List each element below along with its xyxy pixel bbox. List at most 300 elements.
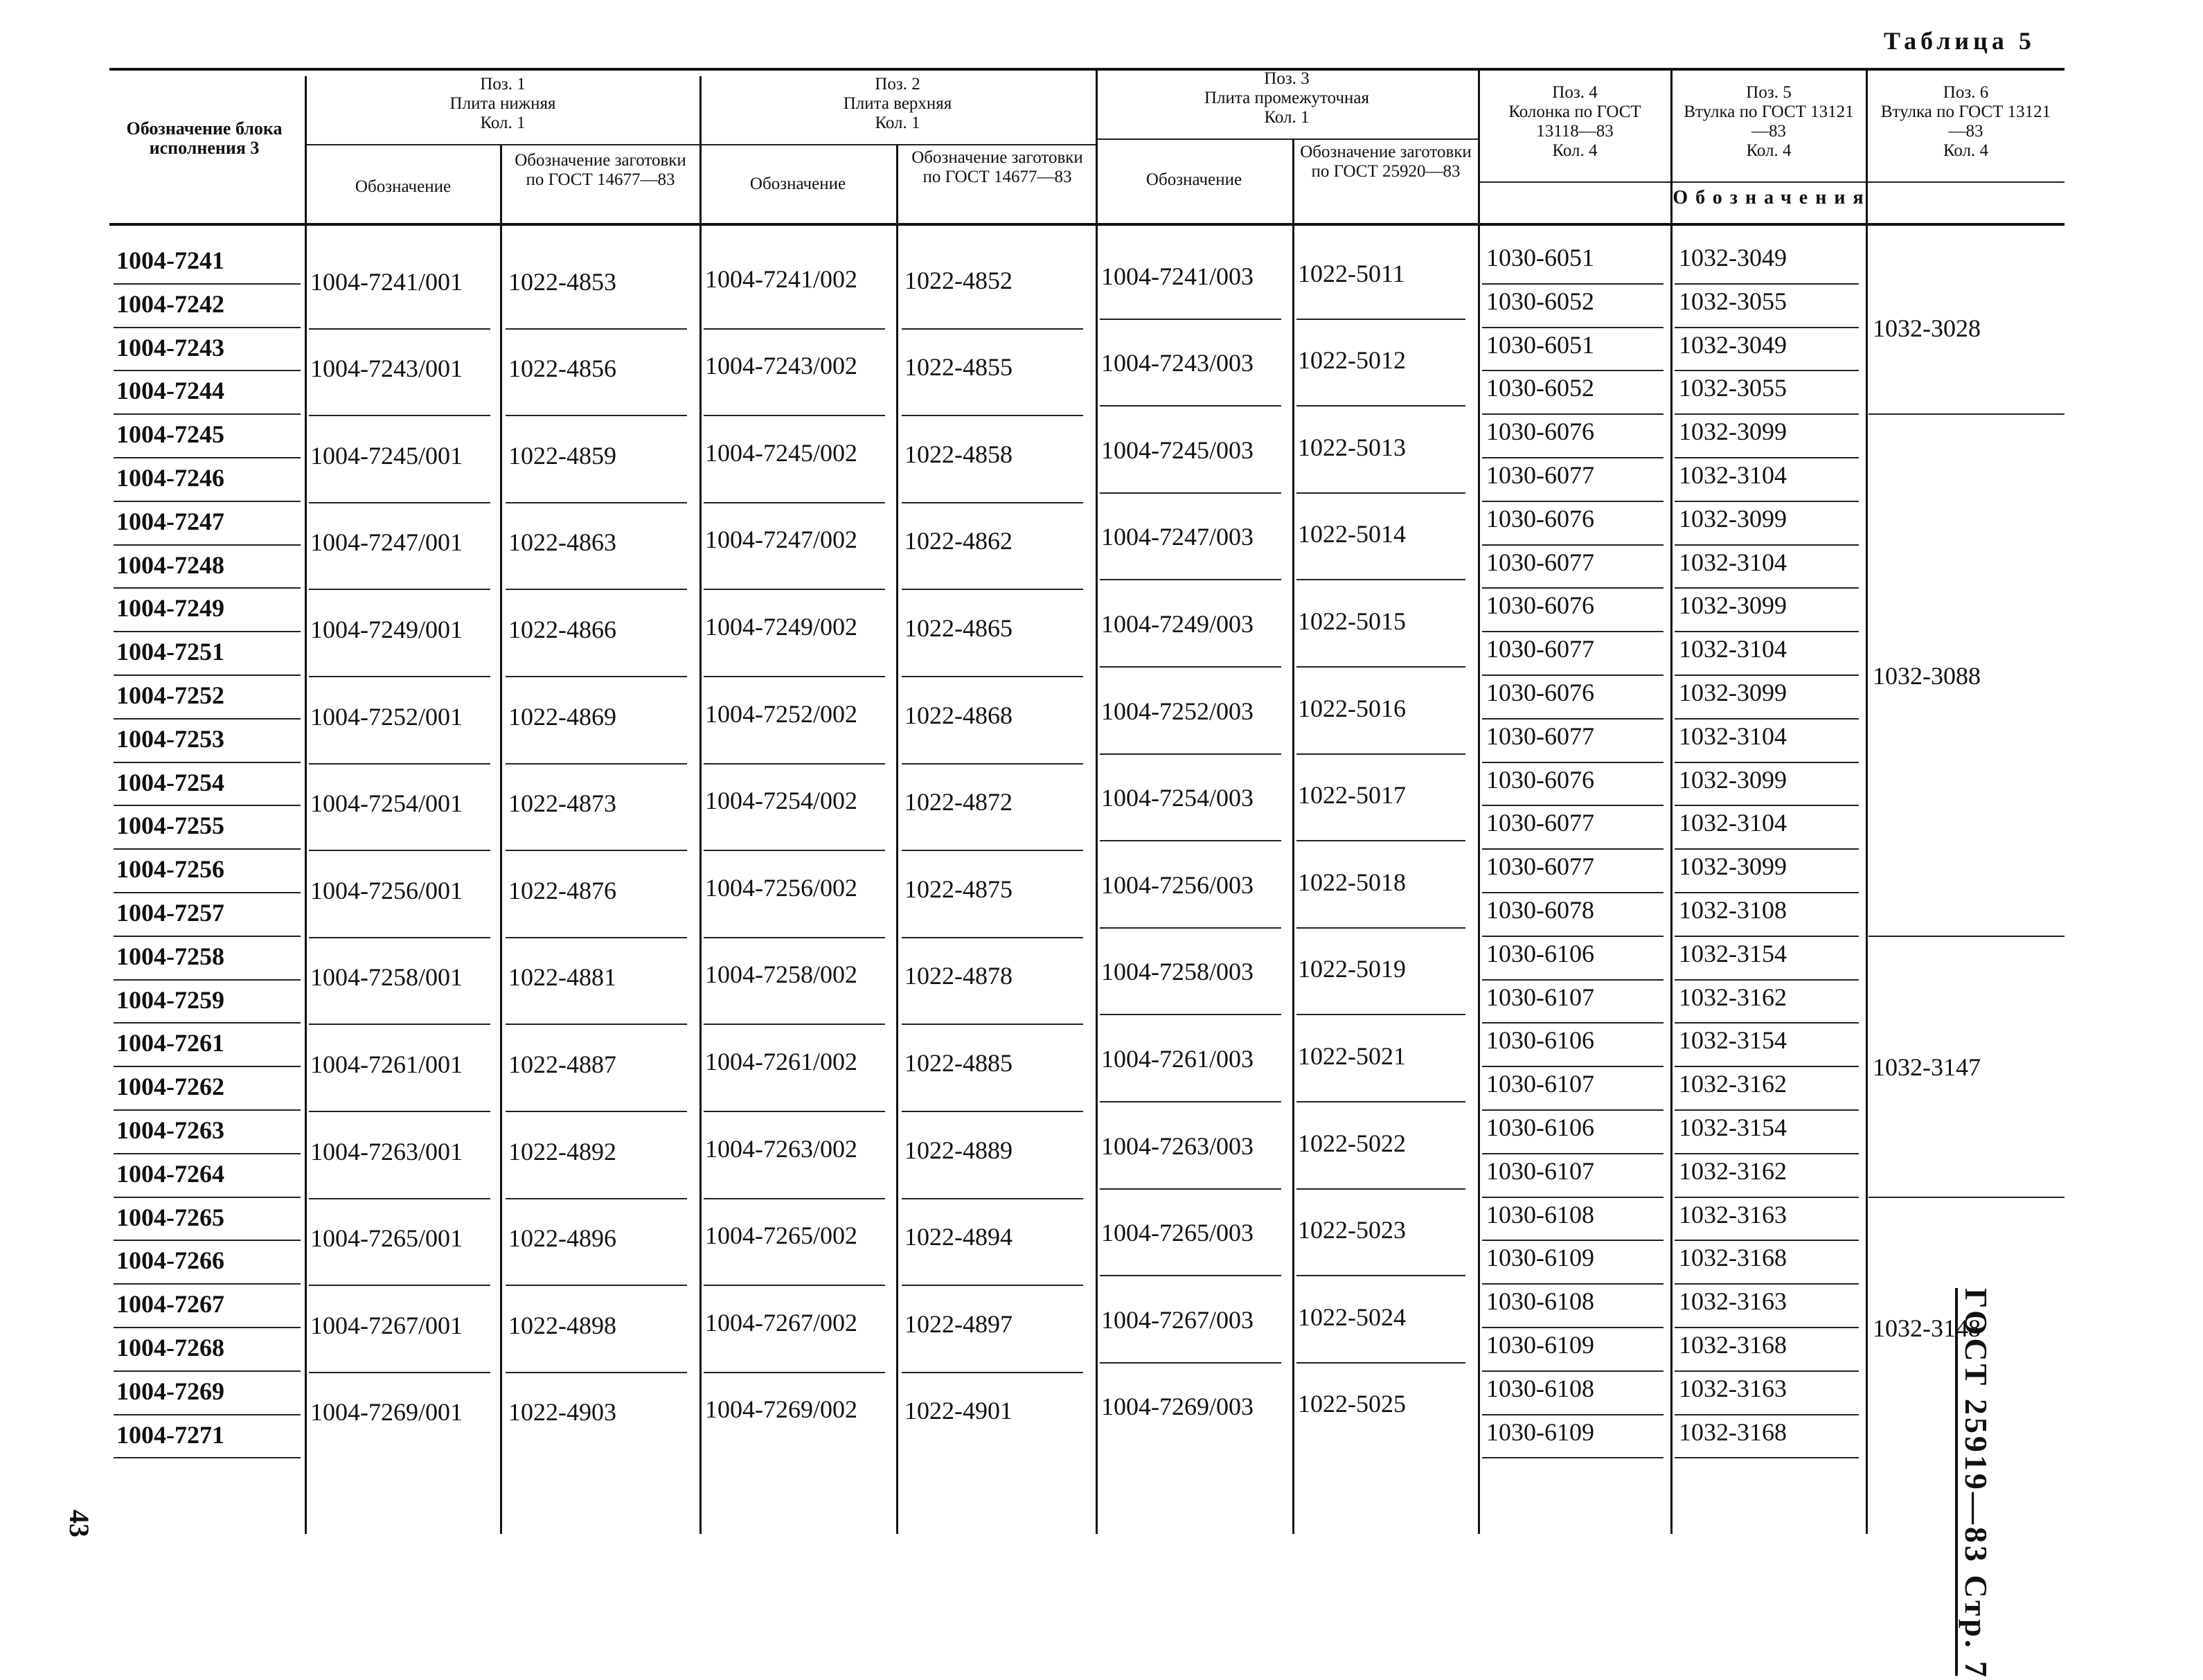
row-rule-p4	[1482, 327, 1664, 328]
row-rule	[114, 457, 301, 458]
pair-rule-p3b	[1296, 1101, 1465, 1102]
pair-rule-p2	[704, 1024, 885, 1025]
pair-rule-p2	[704, 850, 885, 851]
pos3-designation: 1004-7269/003	[1101, 1393, 1254, 1421]
pair-rule-p1b	[506, 1198, 687, 1199]
row-rule-p4	[1482, 1457, 1664, 1458]
row-rule-p5	[1675, 1327, 1859, 1328]
row-rule-p4	[1482, 1066, 1664, 1067]
pos3-designation: 1004-7267/003	[1101, 1305, 1254, 1334]
row-rule-p5	[1675, 1283, 1859, 1285]
block-id: 1004-7271	[116, 1420, 224, 1449]
pos4-value: 1030-6077	[1486, 809, 1594, 837]
block-id: 1004-7252	[116, 681, 224, 709]
row-rule-p5	[1675, 892, 1859, 893]
pair-rule-p1	[309, 589, 490, 590]
row-rule	[114, 1022, 301, 1024]
pair-rule-p2b	[902, 415, 1083, 416]
pos4-value: 1030-6076	[1486, 679, 1594, 706]
block-id: 1004-7264	[116, 1159, 224, 1188]
row-rule-p5	[1675, 631, 1859, 632]
row-rule-p5	[1675, 762, 1859, 763]
pos2-blank: 1022-4894	[904, 1223, 1013, 1251]
block-id: 1004-7255	[116, 812, 224, 840]
row-rule	[114, 762, 301, 763]
pos2-blank: 1022-4858	[904, 440, 1013, 468]
block-id: 1004-7253	[116, 724, 224, 753]
pos3-designation: 1004-7265/003	[1101, 1219, 1254, 1247]
row-rule-p4	[1482, 501, 1664, 502]
pos3-designation: 1004-7252/003	[1101, 697, 1254, 725]
row-rule-p5	[1675, 1197, 1859, 1198]
row-rule	[114, 1283, 301, 1285]
pair-rule-p1b	[506, 1372, 687, 1373]
pos1-designation: 1004-7263/001	[310, 1137, 463, 1165]
pair-rule-p3	[1100, 1101, 1281, 1102]
block-id: 1004-7242	[116, 289, 224, 318]
pos4-value: 1030-6051	[1486, 244, 1594, 271]
pos5-value: 1032-3163	[1679, 1374, 1787, 1402]
pos3-blank: 1022-5017	[1298, 781, 1406, 810]
pos1-designation: 1004-7258/001	[310, 963, 463, 992]
pair-rule-p1	[309, 850, 490, 851]
pos4-value: 1030-6109	[1486, 1244, 1594, 1272]
pos2-blank: 1022-4852	[904, 266, 1013, 294]
pos1-designation: 1004-7245/001	[310, 441, 463, 470]
pair-rule-p2	[704, 763, 885, 765]
header-pos1-name: Плита нижняя	[449, 94, 556, 113]
pair-rule-p3	[1100, 579, 1281, 580]
pos1-designation: 1004-7241/001	[310, 267, 463, 296]
page-number: 43	[64, 1510, 95, 1537]
row-rule-p5	[1675, 283, 1859, 285]
pair-rule-p1	[309, 763, 490, 765]
pos4-value: 1030-6076	[1486, 765, 1594, 794]
pos4-value: 1030-6051	[1486, 330, 1594, 359]
pos3-designation: 1004-7254/003	[1101, 784, 1254, 812]
pos2-designation: 1004-7249/002	[705, 612, 857, 641]
pair-rule-p3b	[1296, 319, 1465, 320]
pair-rule-p2	[704, 1285, 885, 1286]
pos1-designation: 1004-7249/001	[310, 615, 463, 643]
pos2-designation: 1004-7265/002	[705, 1222, 857, 1250]
pair-rule-p1	[309, 502, 490, 503]
header-pos1-qty: Кол. 1	[480, 114, 526, 132]
header-pos3-sub2: Обозначение заготовки по ГОСТ 25920—83	[1300, 143, 1472, 181]
row-rule	[114, 1327, 301, 1328]
block-id: 1004-7244	[116, 377, 224, 405]
pos1-blank: 1022-4869	[508, 702, 616, 731]
row-rule-p5	[1675, 544, 1859, 546]
pos4-value: 1030-6106	[1486, 1026, 1594, 1055]
row-rule-p4	[1482, 762, 1664, 763]
row-rule	[114, 413, 301, 415]
pair-rule-p2	[704, 502, 885, 503]
header-rule-p1	[306, 144, 699, 145]
pos4-value: 1030-6109	[1486, 1331, 1594, 1359]
pos3-blank: 1022-5021	[1298, 1042, 1406, 1070]
pos1-blank: 1022-4896	[508, 1224, 616, 1253]
block-id: 1004-7248	[116, 551, 224, 579]
side-caption: ГОСТ 25919—83 Стр. 7	[1955, 1288, 1995, 1676]
pos5-value: 1032-3162	[1679, 983, 1787, 1011]
block-id: 1004-7267	[116, 1290, 224, 1319]
pair-rule-p1b	[506, 1285, 687, 1286]
pos2-designation: 1004-7243/002	[705, 352, 857, 380]
row-rule-p4	[1482, 1327, 1664, 1328]
row-rule	[114, 1240, 301, 1241]
pair-rule-p1b	[506, 676, 687, 677]
pos2-blank: 1022-4885	[904, 1048, 1013, 1077]
header-pos6-title: Поз. 6	[1943, 83, 1989, 102]
row-rule-p4	[1482, 457, 1664, 458]
pos2-designation: 1004-7258/002	[705, 960, 857, 989]
pair-rule-p3	[1100, 666, 1281, 668]
row-rule-p5	[1675, 370, 1859, 371]
pos3-blank: 1022-5024	[1298, 1303, 1406, 1331]
block-id: 1004-7258	[116, 942, 224, 970]
pair-rule-p1b	[506, 589, 687, 590]
pos5-value: 1032-3104	[1679, 722, 1787, 750]
block-id: 1004-7261	[116, 1029, 224, 1057]
row-rule-p4	[1482, 1022, 1664, 1024]
row-rule-p5	[1675, 848, 1859, 850]
pos3-blank: 1022-5022	[1298, 1129, 1406, 1157]
row-rule	[114, 501, 301, 502]
pair-rule-p2b	[902, 502, 1083, 503]
pair-rule-p2b	[902, 589, 1083, 590]
header-pos4-qty: Кол. 4	[1552, 141, 1598, 160]
pair-rule-p3b	[1296, 666, 1465, 668]
pos1-designation: 1004-7243/001	[310, 355, 463, 383]
pos5-value: 1032-3162	[1679, 1156, 1787, 1185]
pos2-blank: 1022-4875	[904, 875, 1013, 903]
row-rule	[114, 1414, 301, 1415]
row-rule-p4	[1482, 1283, 1664, 1285]
pos4-value: 1030-6107	[1486, 1070, 1594, 1098]
pos5-value: 1032-3055	[1679, 374, 1787, 402]
block-id: 1004-7269	[116, 1377, 224, 1405]
row-rule	[114, 587, 301, 589]
row-rule-p4	[1482, 805, 1664, 806]
header-rule-p3	[1096, 138, 1478, 140]
vline-1	[305, 76, 307, 1534]
block-id: 1004-7246	[116, 464, 224, 492]
pair-rule-p3b	[1296, 753, 1465, 755]
pos3-designation: 1004-7245/003	[1101, 436, 1254, 464]
header-pos1-sub2: Обозначение заготовки по ГОСТ 14677—83	[515, 151, 686, 189]
pos1-blank: 1022-4892	[508, 1137, 616, 1165]
block-id: 1004-7265	[116, 1203, 224, 1231]
pos1-designation: 1004-7247/001	[310, 528, 463, 557]
pos2-blank: 1022-4862	[904, 527, 1013, 555]
header-rule-p456	[1478, 181, 2064, 183]
pos2-designation: 1004-7245/002	[705, 438, 857, 467]
pair-rule-p3b	[1296, 1014, 1465, 1015]
pair-rule-p2	[704, 937, 885, 938]
pair-rule-p1b	[506, 763, 687, 765]
pos6-value: 1032-3148	[1873, 1314, 1981, 1342]
pair-rule-p2b	[902, 1024, 1083, 1025]
pos6-group-rule	[1868, 936, 2064, 937]
row-rule-p4	[1482, 1109, 1664, 1111]
pair-rule-p2b	[902, 850, 1083, 851]
pair-rule-p2	[704, 1111, 885, 1112]
row-rule-p5	[1675, 936, 1859, 937]
pos6-group-rule	[1868, 413, 2064, 415]
row-rule-p5	[1675, 1066, 1859, 1067]
row-rule	[114, 718, 301, 720]
pos1-blank: 1022-4866	[508, 615, 616, 643]
pos5-value: 1032-3104	[1679, 809, 1787, 837]
pos2-blank: 1022-4897	[904, 1310, 1013, 1338]
row-rule-p4	[1482, 631, 1664, 632]
pos2-designation: 1004-7263/002	[705, 1134, 857, 1163]
block-id: 1004-7241	[116, 247, 224, 274]
row-rule-p4	[1482, 370, 1664, 371]
pos1-designation: 1004-7267/001	[310, 1311, 463, 1339]
pos3-blank: 1022-5014	[1298, 520, 1406, 548]
pos3-designation: 1004-7258/003	[1101, 958, 1254, 986]
pair-rule-p2b	[902, 1372, 1083, 1373]
row-rule-p4	[1482, 674, 1664, 676]
header-pos3-sub1: Обозначение	[1145, 170, 1242, 189]
pos5-value: 1032-3168	[1679, 1244, 1787, 1272]
header-pos2-qty: Кол. 1	[875, 114, 920, 132]
pair-rule-p2b	[902, 937, 1083, 938]
pos2-designation: 1004-7252/002	[705, 699, 857, 728]
pair-rule-p3	[1100, 1275, 1281, 1276]
block-id: 1004-7249	[116, 594, 224, 623]
pos6-value: 1032-3028	[1873, 314, 1981, 342]
header-bottom-rule	[109, 223, 2064, 226]
pos3-designation: 1004-7261/003	[1101, 1044, 1254, 1073]
pos5-value: 1032-3049	[1679, 330, 1787, 359]
pos5-value: 1032-3099	[1679, 679, 1787, 706]
pos4-value: 1030-6052	[1486, 374, 1594, 402]
pos3-blank: 1022-5016	[1298, 694, 1406, 722]
pos3-blank: 1022-5025	[1298, 1390, 1406, 1418]
row-rule-p4	[1482, 718, 1664, 720]
pos1-blank: 1022-4863	[508, 528, 616, 557]
row-rule-p4	[1482, 892, 1664, 893]
pair-rule-p1b	[506, 328, 687, 330]
pos5-value: 1032-3099	[1679, 852, 1787, 881]
row-rule-p5	[1675, 1109, 1859, 1111]
row-rule-p5	[1675, 457, 1859, 458]
block-id: 1004-7247	[116, 507, 224, 535]
pos2-designation: 1004-7247/002	[705, 526, 857, 554]
pair-rule-p2	[704, 415, 885, 416]
pos4-value: 1030-6107	[1486, 1156, 1594, 1185]
pos6-group-rule	[1868, 1197, 2064, 1198]
pos4-value: 1030-6107	[1486, 983, 1594, 1011]
pos4-value: 1030-6108	[1486, 1374, 1594, 1402]
row-rule-p5	[1675, 1153, 1859, 1154]
pair-rule-p2	[704, 589, 885, 590]
row-rule-p5	[1675, 1240, 1859, 1241]
pos2-blank: 1022-4889	[904, 1136, 1013, 1164]
header-pos2-name: Плита верхняя	[843, 94, 952, 113]
row-rule-p5	[1675, 718, 1859, 720]
pos5-value: 1032-3163	[1679, 1200, 1787, 1228]
table-top-rule	[109, 68, 2064, 71]
vline-5	[1096, 69, 1098, 1534]
pos1-blank: 1022-4881	[508, 963, 616, 992]
pos5-value: 1032-3163	[1679, 1287, 1787, 1316]
header-pos5-qty: Кол. 4	[1746, 141, 1792, 160]
row-rule	[114, 631, 301, 632]
block-id: 1004-7259	[116, 985, 224, 1014]
pair-rule-p3b	[1296, 1275, 1465, 1276]
vline-7	[1478, 69, 1480, 1534]
pos2-blank: 1022-4878	[904, 962, 1013, 990]
row-rule-p5	[1675, 327, 1859, 328]
pair-rule-p3	[1100, 405, 1281, 406]
pair-rule-p1b	[506, 415, 687, 416]
pair-rule-p3	[1100, 840, 1281, 841]
row-rule	[114, 892, 301, 893]
row-rule-p5	[1675, 674, 1859, 676]
header-pos2-title: Поз. 2	[875, 75, 920, 93]
header-pos4-title: Поз. 4	[1552, 83, 1598, 102]
pair-rule-p3b	[1296, 1188, 1465, 1190]
row-rule-p5	[1675, 413, 1859, 415]
pair-rule-p1b	[506, 850, 687, 851]
pair-rule-p3b	[1296, 579, 1465, 580]
row-rule	[114, 283, 301, 285]
pos4-value: 1030-6052	[1486, 287, 1594, 315]
pos3-blank: 1022-5011	[1298, 259, 1405, 287]
pos4-value: 1030-6077	[1486, 852, 1594, 881]
header-pos2-sub2: Обозначение заготовки по ГОСТ 14677—83	[911, 148, 1083, 186]
pos4-value: 1030-6077	[1486, 722, 1594, 750]
pos4-value: 1030-6077	[1486, 635, 1594, 663]
row-rule-p5	[1675, 1457, 1859, 1458]
pos3-blank: 1022-5015	[1298, 607, 1406, 635]
pair-rule-p1b	[506, 502, 687, 503]
block-id: 1004-7245	[116, 420, 224, 449]
pos1-blank: 1022-4887	[508, 1050, 616, 1078]
pair-rule-p1	[309, 676, 490, 677]
pos1-designation: 1004-7256/001	[310, 876, 463, 904]
row-rule-p4	[1482, 1153, 1664, 1154]
row-rule-p4	[1482, 848, 1664, 850]
pair-rule-p1	[309, 1198, 490, 1199]
row-rule-p4	[1482, 1370, 1664, 1372]
header-designations: Обозначения	[1673, 187, 1871, 208]
row-rule-p5	[1675, 979, 1859, 981]
pos5-value: 1032-3099	[1679, 765, 1787, 794]
vline-6	[1292, 138, 1294, 1534]
pos5-value: 1032-3055	[1679, 287, 1787, 315]
pos2-designation: 1004-7241/002	[705, 265, 857, 293]
pos2-designation: 1004-7269/002	[705, 1395, 857, 1424]
block-id: 1004-7268	[116, 1334, 224, 1361]
row-rule	[114, 1457, 301, 1458]
block-id: 1004-7263	[116, 1116, 224, 1144]
row-rule	[114, 848, 301, 850]
pair-rule-p1	[309, 415, 490, 416]
pair-rule-p2	[704, 1372, 885, 1373]
pos4-value: 1030-6077	[1486, 548, 1594, 576]
row-rule	[114, 979, 301, 981]
row-rule-p5	[1675, 587, 1859, 589]
pair-rule-p1	[309, 1285, 490, 1286]
pos5-value: 1032-3154	[1679, 1114, 1787, 1141]
pos4-value: 1030-6077	[1486, 461, 1594, 489]
pos3-designation: 1004-7247/003	[1101, 523, 1254, 551]
pos4-value: 1030-6108	[1486, 1287, 1594, 1316]
pos2-blank: 1022-4855	[904, 353, 1013, 382]
row-rule	[114, 674, 301, 676]
pos1-blank: 1022-4898	[508, 1311, 616, 1339]
row-rule	[114, 1370, 301, 1372]
pair-rule-p3b	[1296, 492, 1465, 494]
pos2-designation: 1004-7254/002	[705, 787, 857, 815]
pos2-blank: 1022-4865	[904, 614, 1013, 642]
pos1-designation: 1004-7254/001	[310, 789, 463, 818]
vline-2	[500, 145, 502, 1534]
pair-rule-p2	[704, 676, 885, 677]
block-id: 1004-7243	[116, 333, 224, 361]
pos2-designation: 1004-7256/002	[705, 873, 857, 902]
pos1-designation: 1004-7261/001	[310, 1050, 463, 1078]
pair-rule-p1	[309, 1111, 490, 1112]
pos1-blank: 1022-4873	[508, 789, 616, 818]
pos1-designation: 1004-7265/001	[310, 1224, 463, 1253]
row-rule-p4	[1482, 283, 1664, 285]
pos5-value: 1032-3099	[1679, 418, 1787, 446]
pos5-value: 1032-3154	[1679, 939, 1787, 967]
pos3-designation: 1004-7241/003	[1101, 262, 1254, 290]
pos2-blank: 1022-4872	[904, 788, 1013, 816]
pos1-blank: 1022-4903	[508, 1398, 616, 1427]
pos5-value: 1032-3049	[1679, 244, 1787, 271]
row-rule-p4	[1482, 936, 1664, 937]
pos3-designation: 1004-7249/003	[1101, 609, 1254, 638]
pair-rule-p2b	[902, 1198, 1083, 1199]
pair-rule-p2b	[902, 328, 1083, 330]
header-pos5-title: Поз. 5	[1746, 83, 1792, 102]
pair-rule-p3	[1100, 753, 1281, 755]
pos3-blank: 1022-5012	[1298, 346, 1406, 375]
row-rule-p4	[1482, 544, 1664, 546]
row-rule-p4	[1482, 587, 1664, 589]
pair-rule-p1	[309, 1024, 490, 1025]
row-rule-p4	[1482, 979, 1664, 981]
vline-8	[1670, 69, 1673, 1534]
pair-rule-p3b	[1296, 840, 1465, 841]
pos6-value: 1032-3088	[1873, 662, 1981, 690]
vline-9	[1866, 69, 1868, 1534]
row-rule	[114, 327, 301, 328]
row-rule	[114, 1197, 301, 1198]
header-pos1-title: Поз. 1	[480, 75, 526, 93]
pos5-value: 1032-3154	[1679, 1026, 1787, 1055]
pos1-blank: 1022-4853	[508, 267, 616, 296]
pos3-blank: 1022-5023	[1298, 1216, 1406, 1244]
row-rule-p5	[1675, 1414, 1859, 1415]
pos5-value: 1032-3104	[1679, 548, 1787, 576]
row-rule	[114, 805, 301, 806]
pos3-designation: 1004-7256/003	[1101, 870, 1254, 899]
pos5-value: 1032-3168	[1679, 1418, 1787, 1446]
header-pos6-qty: Кол. 4	[1943, 141, 1989, 160]
pair-rule-p2b	[902, 1111, 1083, 1112]
row-rule	[114, 1153, 301, 1154]
pair-rule-p2b	[902, 1285, 1083, 1286]
